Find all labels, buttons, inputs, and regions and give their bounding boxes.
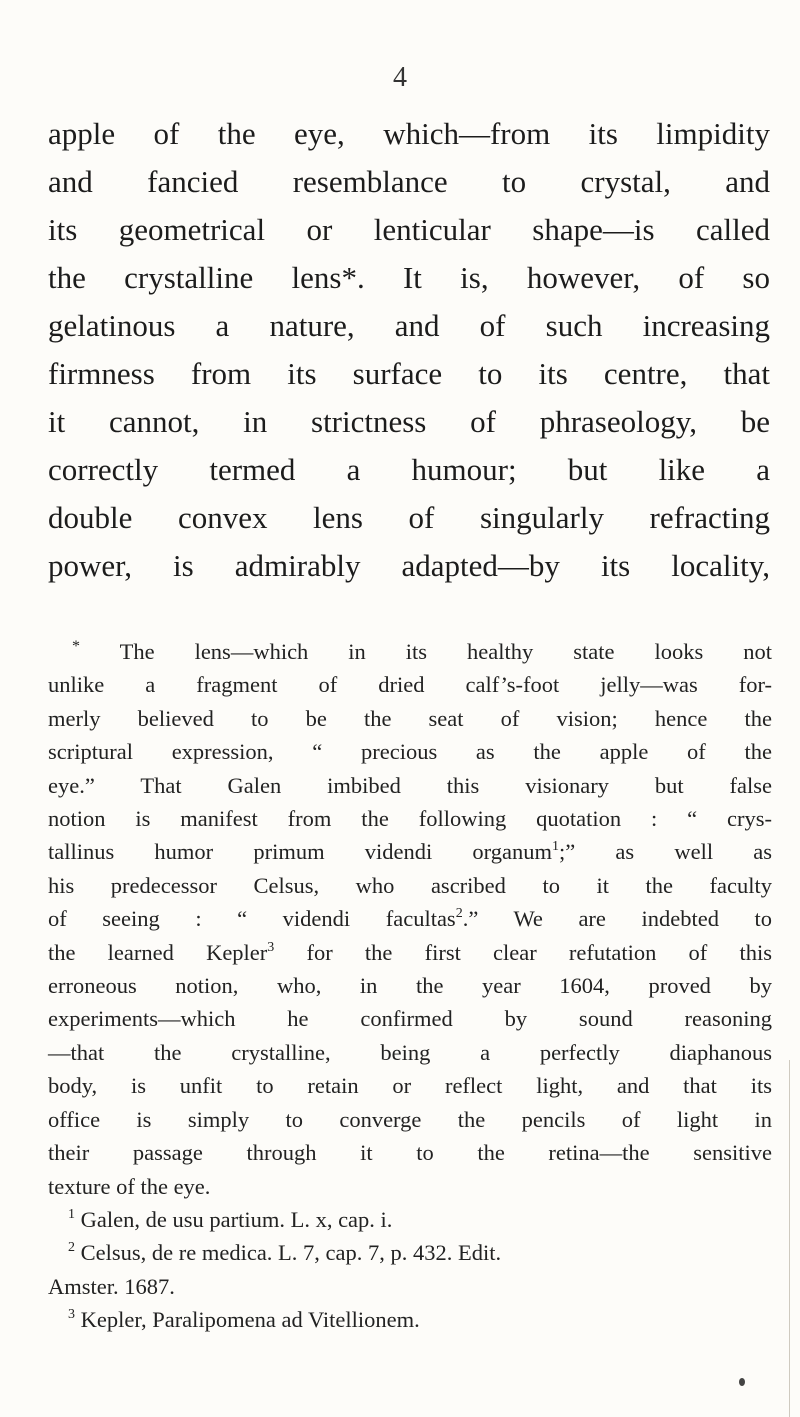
page-number: 4 bbox=[393, 62, 407, 93]
footnote-line: tallinus humor primum videndi organum$^1$;” as well as bbox=[48, 839, 772, 865]
main-line: it cannot, in strictness of phraseology, be bbox=[48, 404, 770, 439]
main-line: gelatinous a nature, and of such increasing bbox=[48, 308, 770, 343]
footnote-line: * The lens—which in its healthy state looks not bbox=[48, 630, 772, 668]
main-line: and fancied resemblance to crystal, and bbox=[48, 164, 770, 199]
footnote-line: their passage through it to the retina—the sensitive bbox=[48, 1140, 772, 1166]
reference-mark: 1 bbox=[552, 839, 559, 855]
reference-entry: $^2$ Celsus, de re medica. L. 7, cap. 7, p. 432. Edit. bbox=[68, 1240, 502, 1266]
main-line: its geometrical or lenticular shape—is called bbox=[48, 212, 770, 247]
footnote-line: the learned Kepler$^3$ for the first clear refutation of this bbox=[48, 939, 772, 965]
footnote-line: eye.” That Galen imbibed this visionary but false bbox=[48, 772, 772, 798]
footnote-block bbox=[48, 630, 772, 1337]
footnote-line: of seeing : “ videndi facultas$^2$.” We are indebted to bbox=[48, 906, 772, 932]
footnote-line: erroneous notion, who, in the year 1604, proved by bbox=[48, 973, 772, 999]
footnote-line: notion is manifest from the following quotation : “ crys- bbox=[48, 806, 772, 832]
footnote-line: unlike a fragment of dried calf’s-foot jelly—was for- bbox=[48, 672, 772, 698]
reference-entry: $^1$ Galen, de usu partium. L. x, cap. i. bbox=[68, 1206, 393, 1232]
footnote-line: office is simply to converge the pencils of light in bbox=[48, 1106, 772, 1132]
footnote-line: scriptural expression, “ precious as the apple of the bbox=[48, 739, 772, 765]
main-line: the crystalline lens*. It is, however, of so bbox=[48, 260, 770, 295]
main-line: correctly termed a humour; but like a bbox=[48, 452, 770, 487]
main-line: double convex lens of singularly refracting bbox=[48, 500, 770, 535]
main-line: firmness from its surface to its centre, that bbox=[48, 356, 770, 391]
footnote-line: texture of the eye. bbox=[48, 1173, 211, 1199]
footnote-line: merly believed to be the seat of vision; hence the bbox=[48, 705, 772, 731]
reference-entry: $^3$ Kepler, Paralipomena ad Vitellionem. bbox=[68, 1307, 420, 1333]
main-line: apple of the eye, which—from its limpidity bbox=[48, 116, 770, 151]
footnote-line: experiments—which he confirmed by sound reasoning bbox=[48, 1006, 772, 1032]
page-edge-shadow bbox=[789, 1060, 800, 1417]
reference-entry-continuation: Amster. 1687. bbox=[48, 1273, 175, 1299]
footnote-marker: * bbox=[72, 638, 80, 655]
main-line: power, is admirably adapted—by its locality, bbox=[48, 548, 770, 583]
ink-speck bbox=[739, 1378, 745, 1386]
footnote-line: —that the crystalline, being a perfectly diaphanous bbox=[48, 1039, 772, 1065]
reference-mark: 3 bbox=[267, 939, 275, 955]
main-paragraph bbox=[48, 110, 770, 590]
footnote-line: his predecessor Celsus, who ascribed to it the faculty bbox=[48, 872, 772, 898]
footnote-line: body, is unfit to retain or reflect light, and that its bbox=[48, 1073, 772, 1099]
reference-mark: 2 bbox=[455, 906, 463, 922]
